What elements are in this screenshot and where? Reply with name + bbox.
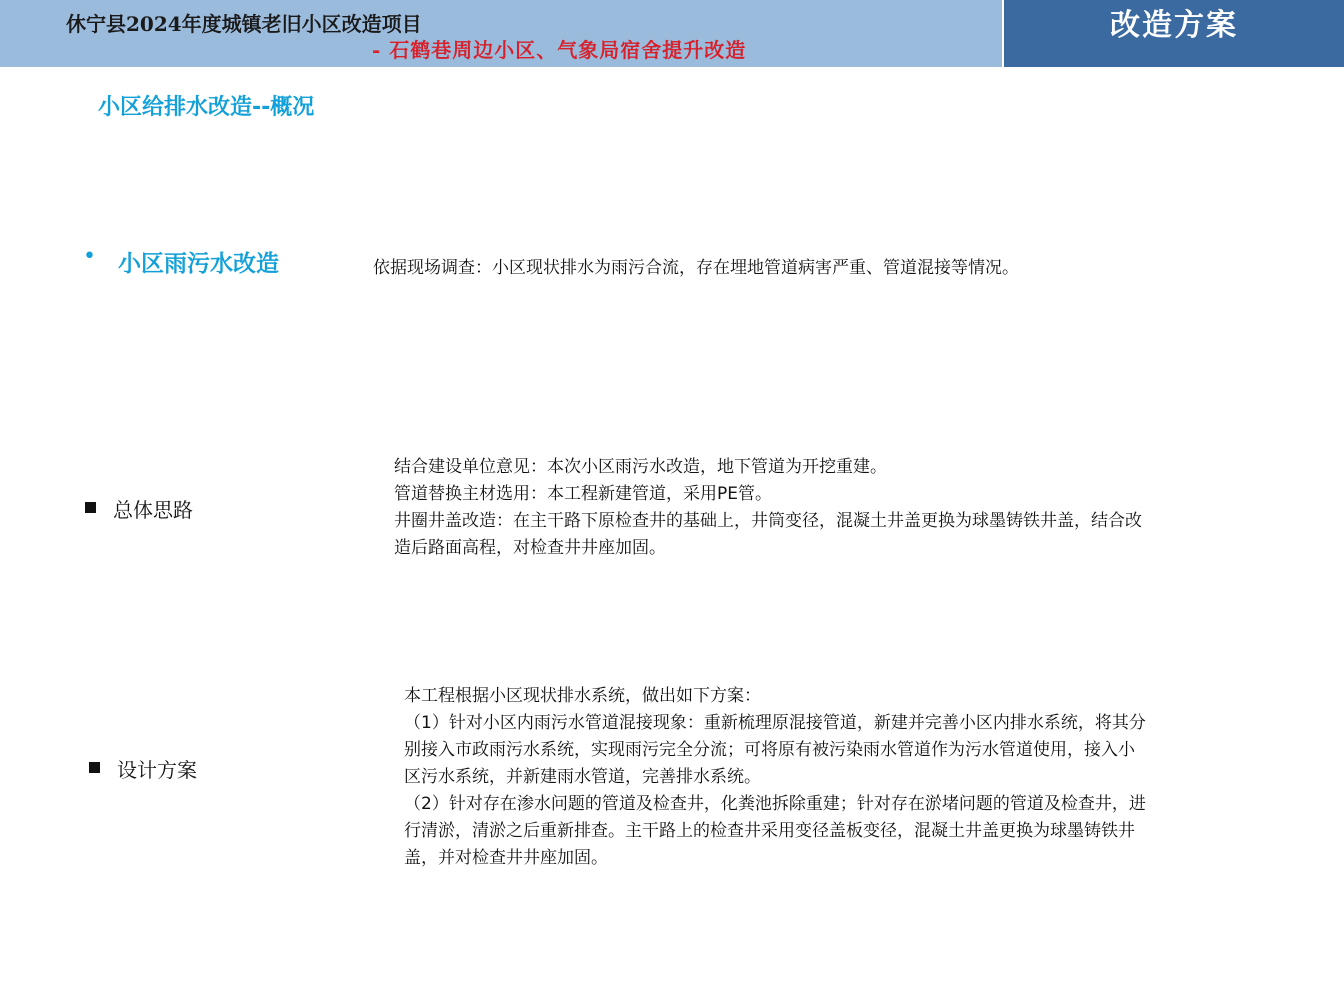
- design-plan-text: [404, 683, 1146, 872]
- overall-approach-text: [394, 454, 1142, 562]
- paragraph-line: 管道替换主材选用：本工程新建管道，采用PE管。: [394, 484, 772, 504]
- section-badge: 改造方案: [1110, 8, 1238, 43]
- paragraph-line: （1）针对小区内雨污水管道混接现象：重新梳理原混接管道，新建并完善小区内排水系统，将其分: [404, 713, 1146, 733]
- paragraph-line: 行清淤，清淤之后重新排查。主干路上的检查井采用变径盖板变径，混凝土井盖更换为球墨铸铁井: [404, 821, 1135, 841]
- section-title: 小区给排水改造--概况: [98, 95, 315, 120]
- topic-description: 依据现场调查：小区现状排水为雨污合流，存在埋地管道病害严重、管道混接等情况。: [373, 258, 1019, 278]
- paragraph-line: 井圈井盖改造：在主干路下原检查井的基础上，井筒变径，混凝土井盖更换为球墨铸铁井盖，结合改: [394, 511, 1142, 531]
- paragraph-line: 别接入市政雨污水系统，实现雨污完全分流；可将原有被污染雨水管道作为污水管道使用，接入小: [404, 740, 1135, 760]
- project-subtitle: - 石鹤巷周边小区、气象局宿舍提升改造: [372, 38, 747, 62]
- square-bullet-icon: [89, 762, 100, 773]
- paragraph-line: （2）针对存在渗水问题的管道及检查井，化粪池拆除重建；针对存在淤堵问题的管道及检查井，进: [404, 794, 1146, 814]
- project-title: 休宁县2024年度城镇老旧小区改造项目: [66, 12, 422, 36]
- paragraph-line: 盖，并对检查井井座加固。: [404, 848, 608, 868]
- paragraph-line: 造后路面高程，对检查井井座加固。: [394, 538, 666, 558]
- design-plan-label: 设计方案: [117, 758, 197, 782]
- paragraph-line: 结合建设单位意见：本次小区雨污水改造，地下管道为开挖重建。: [394, 457, 887, 477]
- paragraph-line: 区污水系统，并新建雨水管道，完善排水系统。: [404, 767, 761, 787]
- square-bullet-icon: [85, 502, 96, 513]
- bullet-dot-icon: •: [83, 244, 96, 269]
- overall-approach-label: 总体思路: [113, 498, 193, 522]
- topic-label: 小区雨污水改造: [118, 251, 279, 277]
- paragraph-line: 本工程根据小区现状排水系统，做出如下方案：: [404, 686, 761, 706]
